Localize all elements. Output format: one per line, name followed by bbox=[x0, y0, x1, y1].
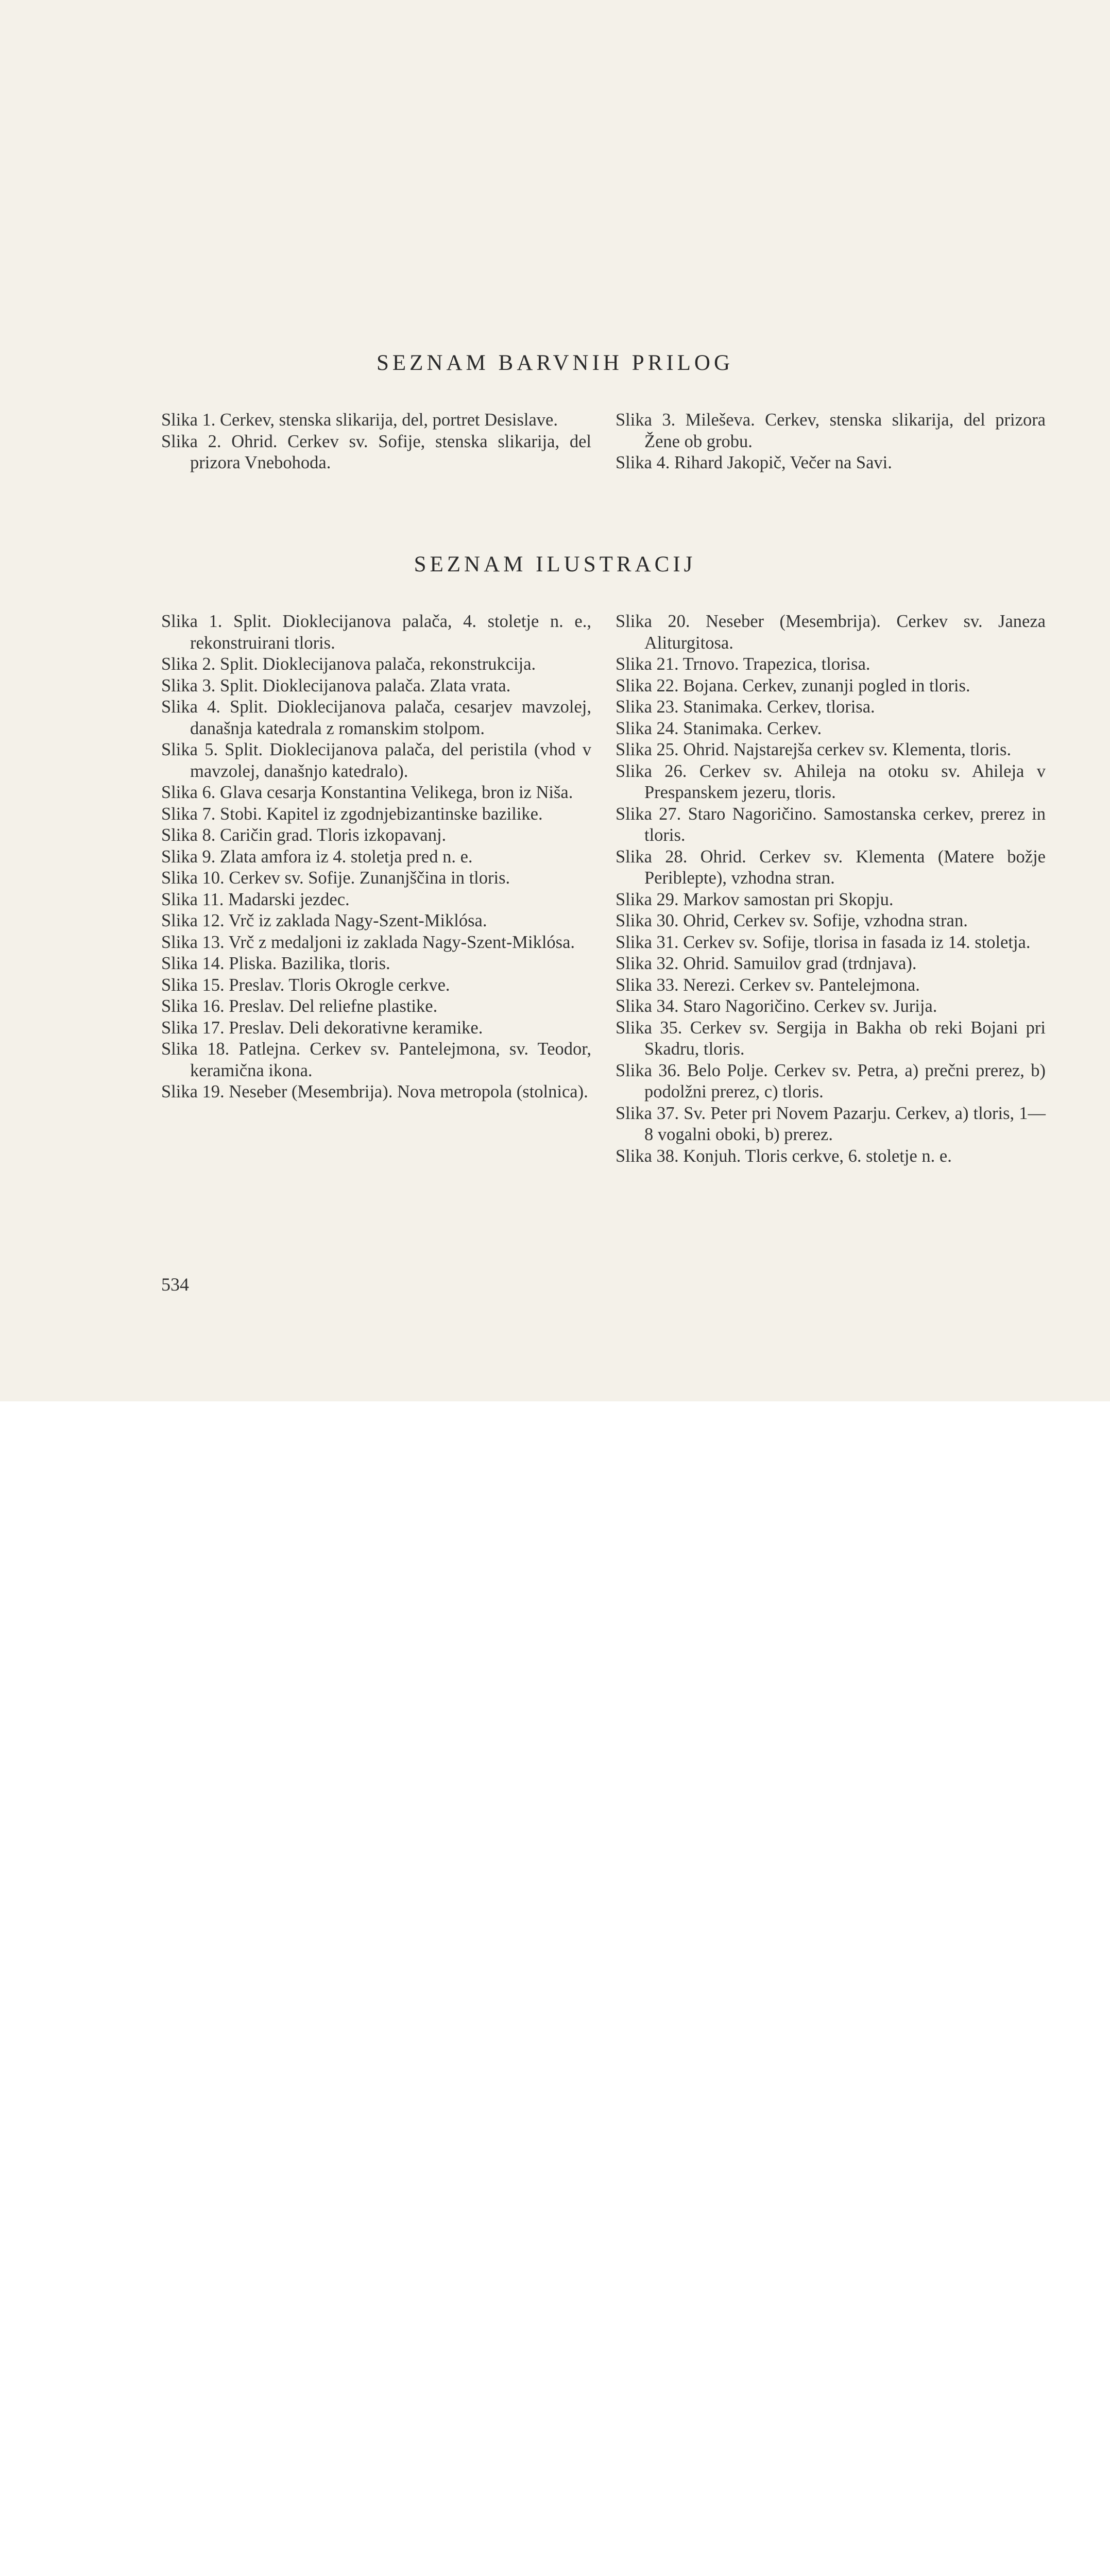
list-item: Slika 31. Cerkev sv. Sofije, tlorisa in fasada iz 14. stoletja. bbox=[616, 932, 1031, 952]
list-item: Slika 26. Cerkev sv. Ahileja na otoku sv. Ahileja v Prespanskem jezeru, tloris. bbox=[616, 761, 1046, 802]
list-item: Slika 18. Patlejna. Cerkev sv. Pantelejmona, sv. Teodor, keramična ikona. bbox=[161, 1039, 591, 1080]
list-item: Slika 14. Pliska. Bazilika, tloris. bbox=[161, 954, 390, 973]
list-item: Slika 2. Split. Dioklecijanova palača, rekonstrukcija. bbox=[161, 654, 536, 674]
list-item: Slika 1. Split. Dioklecijanova palača, 4. stoletje n. e., rekonstruirani tloris. bbox=[161, 612, 591, 653]
list-item: Slika 30. Ohrid, Cerkev sv. Sofije, vzhodna stran. bbox=[616, 911, 968, 930]
list-item: Slika 23. Stanimaka. Cerkev, tlorisa. bbox=[616, 697, 875, 717]
illustrations-list-left bbox=[161, 611, 591, 1103]
list-item: Slika 8. Caričin grad. Tloris izkopavanj. bbox=[161, 825, 447, 845]
color-plates-heading: SEZNAM BARVNIH PRILOG bbox=[376, 351, 734, 375]
list-item: Slika 3. Split. Dioklecijanova palača. Zlata vrata. bbox=[161, 675, 511, 696]
color-plates-list-right bbox=[616, 410, 1046, 474]
list-item: Slika 10. Cerkev sv. Sofije. Zunanjščina in tloris. bbox=[161, 868, 510, 888]
list-item: Slika 13. Vrč z medaljoni iz zaklada Nagy-Szent-Miklósa. bbox=[161, 932, 575, 952]
color-plates-list-left bbox=[161, 410, 591, 474]
illustrations-heading: SEZNAM ILUSTRACIJ bbox=[414, 552, 696, 577]
list-item: Slika 25. Ohrid. Najstarejša cerkev sv. Klementa, tloris. bbox=[616, 740, 1012, 759]
list-item: Slika 16. Preslav. Del reliefne plastike. bbox=[161, 996, 438, 1016]
list-item: Slika 29. Markov samostan pri Skopju. bbox=[616, 889, 894, 909]
list-item: Slika 4. Rihard Jakopič, Večer na Savi. bbox=[616, 453, 892, 472]
list-item: Slika 17. Preslav. Deli dekorativne keramike. bbox=[161, 1018, 483, 1038]
page-number: 534 bbox=[161, 1274, 189, 1295]
list-item: Slika 5. Split. Dioklecijanova palača, del peristila (vhod v mavzolej, današnjo katedralo). bbox=[161, 740, 591, 781]
list-item: Slika 15. Preslav. Tloris Okrogle cerkve. bbox=[161, 975, 450, 995]
list-item: Slika 27. Staro Nagoričino. Samostanska cerkev, prerez in tloris. bbox=[616, 804, 1046, 845]
list-item: Slika 19. Neseber (Mesembrija). Nova metropola (stolnica). bbox=[161, 1082, 588, 1101]
list-item: Slika 35. Cerkev sv. Sergija in Bakha ob reki Bojani pri Skadru, tloris. bbox=[616, 1018, 1046, 1059]
list-item: Slika 7. Stobi. Kapitel iz zgodnjebizantinske bazilike. bbox=[161, 804, 543, 824]
footer-bar bbox=[0, 1401, 1110, 1484]
list-item: Slika 38. Konjuh. Tloris cerkve, 6. stoletje n. e. bbox=[616, 1146, 952, 1166]
list-item: Slika 37. Sv. Peter pri Novem Pazarju. Cerkev, a) tloris, 1—8 vogalni oboki, b) prerez. bbox=[616, 1103, 1046, 1144]
list-item: Slika 12. Vrč iz zaklada Nagy-Szent-Miklósa. bbox=[161, 911, 487, 930]
list-item: Slika 1. Cerkev, stenska slikarija, del, portret Desislave. bbox=[161, 410, 558, 430]
list-item: Slika 36. Belo Polje. Cerkev sv. Petra, a) prečni prerez, b) podolžni prerez, c) tloris. bbox=[616, 1060, 1046, 1101]
list-item: Slika 32. Ohrid. Samuilov grad (trdnjava). bbox=[616, 954, 917, 973]
list-item: Slika 2. Ohrid. Cerkev sv. Sofije, stenska slikarija, del prizora Vnebohoda. bbox=[161, 431, 591, 472]
list-item: Slika 11. Madarski jezdec. bbox=[161, 889, 350, 909]
illustrations-list-right bbox=[616, 611, 1046, 1167]
list-item: Slika 3. Mileševa. Cerkev, stenska slikarija, del prizora Žene ob grobu. bbox=[616, 410, 1046, 451]
list-item: Slika 34. Staro Nagoričino. Cerkev sv. Jurija. bbox=[616, 996, 937, 1016]
list-item: Slika 21. Trnovo. Trapezica, tlorisa. bbox=[616, 654, 870, 674]
list-item: Slika 20. Neseber (Mesembrija). Cerkev sv. Janeza Aliturgitosa. bbox=[616, 612, 1046, 653]
list-item: Slika 24. Stanimaka. Cerkev. bbox=[616, 718, 822, 738]
list-item: Slika 9. Zlata amfora iz 4. stoletja pred n. e. bbox=[161, 846, 473, 867]
list-item: Slika 33. Nerezi. Cerkev sv. Pantelejmona. bbox=[616, 975, 920, 995]
list-item: Slika 4. Split. Dioklecijanova palača, cesarjev mavzolej, današnja katedrala z romanskim stolpom. bbox=[161, 697, 591, 738]
list-item: Slika 6. Glava cesarja Konstantina Velikega, bron iz Niša. bbox=[161, 783, 573, 802]
list-item: Slika 28. Ohrid. Cerkev sv. Klementa (Matere božje Periblepte), vzhodna stran. bbox=[616, 846, 1046, 888]
list-item: Slika 22. Bojana. Cerkev, zunanji pogled in tloris. bbox=[616, 675, 970, 696]
